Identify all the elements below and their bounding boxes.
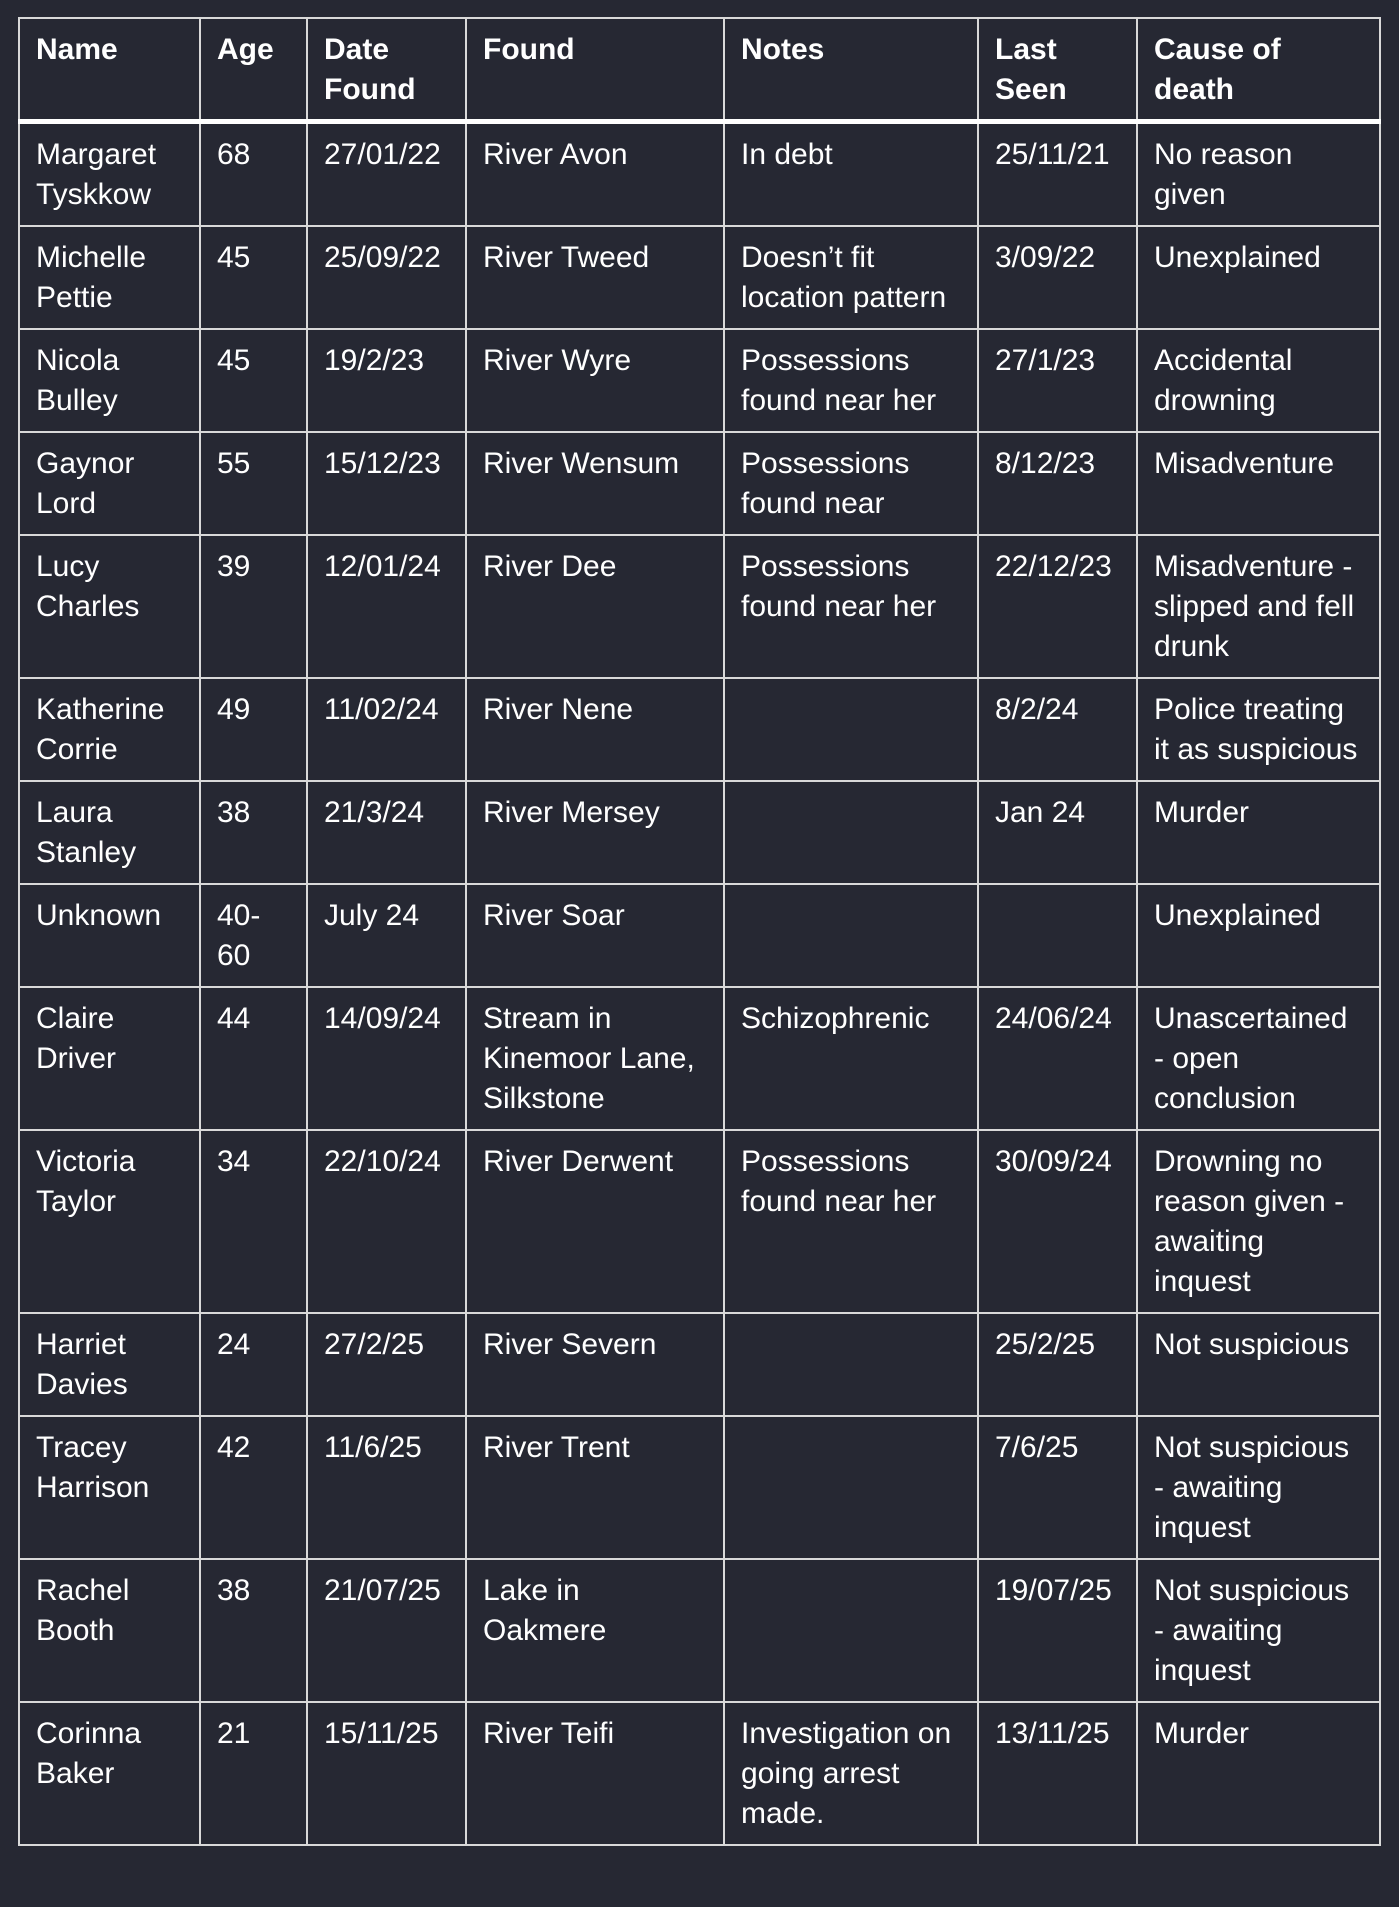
cell-name: Margaret Tyskkow: [19, 122, 200, 227]
table-row: [19, 1559, 1380, 1702]
cell-cause-of-death: Unexplained: [1137, 226, 1380, 329]
cell-age: 45: [200, 329, 307, 432]
cell-name: Tracey Harrison: [19, 1416, 200, 1559]
header-notes: Notes: [724, 18, 978, 122]
table-row: [19, 884, 1380, 987]
cell-notes: [724, 1416, 978, 1559]
cell-name: Harriet Davies: [19, 1313, 200, 1416]
table-row: [19, 1416, 1380, 1559]
cell-notes: Schizophrenic: [724, 987, 978, 1130]
header-name: Name: [19, 18, 200, 122]
header-age: Age: [200, 18, 307, 122]
cell-date-found: 15/11/25: [307, 1702, 466, 1845]
header-last-seen: Last Seen: [978, 18, 1137, 122]
cell-cause-of-death: Unexplained: [1137, 884, 1380, 987]
cell-name: Nicola Bulley: [19, 329, 200, 432]
table-row: [19, 987, 1380, 1130]
cell-age: 49: [200, 678, 307, 781]
cell-last-seen: 7/6/25: [978, 1416, 1137, 1559]
cell-notes: [724, 678, 978, 781]
cell-age: 34: [200, 1130, 307, 1313]
cell-date-found: 12/01/24: [307, 535, 466, 678]
table-row: [19, 1702, 1380, 1845]
table-row: [19, 329, 1380, 432]
cell-notes: In debt: [724, 122, 978, 227]
cell-name: Katherine Corrie: [19, 678, 200, 781]
cell-cause-of-death: Accidental drowning: [1137, 329, 1380, 432]
table-container: [18, 17, 1381, 1846]
cell-last-seen: 13/11/25: [978, 1702, 1137, 1845]
header-date-found: Date Found: [307, 18, 466, 122]
cell-age: 24: [200, 1313, 307, 1416]
cell-cause-of-death: Unascertained - open conclusion: [1137, 987, 1380, 1130]
table-header: [19, 18, 1380, 122]
cell-name: Victoria Taylor: [19, 1130, 200, 1313]
cell-found: River Avon: [466, 122, 724, 227]
cell-last-seen: 24/06/24: [978, 987, 1137, 1130]
cell-cause-of-death: Not suspicious - awaiting inquest: [1137, 1559, 1380, 1702]
cell-age: 68: [200, 122, 307, 227]
cell-name: Michelle Pettie: [19, 226, 200, 329]
cell-last-seen: [978, 884, 1137, 987]
cell-last-seen: 25/2/25: [978, 1313, 1137, 1416]
cell-notes: Possessions found near her: [724, 329, 978, 432]
cell-last-seen: 8/2/24: [978, 678, 1137, 781]
cell-age: 40-60: [200, 884, 307, 987]
cell-notes: [724, 781, 978, 884]
cell-date-found: July 24: [307, 884, 466, 987]
cell-cause-of-death: Murder: [1137, 1702, 1380, 1845]
cell-found: River Mersey: [466, 781, 724, 884]
cell-date-found: 14/09/24: [307, 987, 466, 1130]
cell-found: Stream in Kinemoor Lane, Silkstone: [466, 987, 724, 1130]
cell-notes: [724, 1313, 978, 1416]
table-row: [19, 122, 1380, 227]
cell-last-seen: 25/11/21: [978, 122, 1137, 227]
cell-notes: [724, 1559, 978, 1702]
cell-cause-of-death: Not suspicious: [1137, 1313, 1380, 1416]
cell-name: Gaynor Lord: [19, 432, 200, 535]
cell-date-found: 21/07/25: [307, 1559, 466, 1702]
cell-name: Claire Driver: [19, 987, 200, 1130]
cell-age: 44: [200, 987, 307, 1130]
cell-found: River Trent: [466, 1416, 724, 1559]
cell-date-found: 11/6/25: [307, 1416, 466, 1559]
cell-found: River Tweed: [466, 226, 724, 329]
header-row: [19, 18, 1380, 122]
cases-table: [18, 17, 1381, 1846]
cell-date-found: 27/2/25: [307, 1313, 466, 1416]
header-found: Found: [466, 18, 724, 122]
cell-age: 42: [200, 1416, 307, 1559]
cell-last-seen: 8/12/23: [978, 432, 1137, 535]
cell-notes: Investigation on going arrest made.: [724, 1702, 978, 1845]
cell-found: River Dee: [466, 535, 724, 678]
cell-last-seen: Jan 24: [978, 781, 1137, 884]
cell-last-seen: 30/09/24: [978, 1130, 1137, 1313]
table-row: [19, 781, 1380, 884]
table-row: [19, 432, 1380, 535]
table-row: [19, 1313, 1380, 1416]
table-row: [19, 535, 1380, 678]
cell-date-found: 21/3/24: [307, 781, 466, 884]
cell-notes: Possessions found near her: [724, 1130, 978, 1313]
cell-name: Unknown: [19, 884, 200, 987]
cell-name: Lucy Charles: [19, 535, 200, 678]
cell-name: Laura Stanley: [19, 781, 200, 884]
cell-found: Lake in Oakmere: [466, 1559, 724, 1702]
cell-found: River Teifi: [466, 1702, 724, 1845]
table-row: [19, 226, 1380, 329]
cell-age: 38: [200, 1559, 307, 1702]
cell-notes: Doesn’t fit location pattern: [724, 226, 978, 329]
cell-age: 39: [200, 535, 307, 678]
cell-cause-of-death: Not suspicious - awaiting inquest: [1137, 1416, 1380, 1559]
cell-found: River Derwent: [466, 1130, 724, 1313]
cell-cause-of-death: Misadventure: [1137, 432, 1380, 535]
cell-date-found: 19/2/23: [307, 329, 466, 432]
table-row: [19, 1130, 1380, 1313]
cell-notes: Possessions found near her: [724, 535, 978, 678]
header-cause-of-death: Cause of death: [1137, 18, 1380, 122]
cell-date-found: 25/09/22: [307, 226, 466, 329]
cell-last-seen: 22/12/23: [978, 535, 1137, 678]
cell-age: 21: [200, 1702, 307, 1845]
cell-found: River Soar: [466, 884, 724, 987]
cell-found: River Nene: [466, 678, 724, 781]
cell-last-seen: 19/07/25: [978, 1559, 1137, 1702]
cell-age: 45: [200, 226, 307, 329]
cell-last-seen: 3/09/22: [978, 226, 1137, 329]
cell-cause-of-death: No reason given: [1137, 122, 1380, 227]
cell-name: Corinna Baker: [19, 1702, 200, 1845]
cell-cause-of-death: Murder: [1137, 781, 1380, 884]
cell-found: River Wyre: [466, 329, 724, 432]
cell-age: 38: [200, 781, 307, 884]
cell-age: 55: [200, 432, 307, 535]
cell-date-found: 22/10/24: [307, 1130, 466, 1313]
cell-cause-of-death: Misadventure - slipped and fell drunk: [1137, 535, 1380, 678]
cell-cause-of-death: Police treating it as suspicious: [1137, 678, 1380, 781]
table-row: [19, 678, 1380, 781]
cell-cause-of-death: Drowning no reason given - awaiting inquest: [1137, 1130, 1380, 1313]
cell-date-found: 11/02/24: [307, 678, 466, 781]
cell-notes: [724, 884, 978, 987]
cell-date-found: 15/12/23: [307, 432, 466, 535]
cell-notes: Possessions found near: [724, 432, 978, 535]
cell-last-seen: 27/1/23: [978, 329, 1137, 432]
table-body: [19, 122, 1380, 1846]
cell-name: Rachel Booth: [19, 1559, 200, 1702]
cell-found: River Wensum: [466, 432, 724, 535]
cell-date-found: 27/01/22: [307, 122, 466, 227]
cell-found: River Severn: [466, 1313, 724, 1416]
